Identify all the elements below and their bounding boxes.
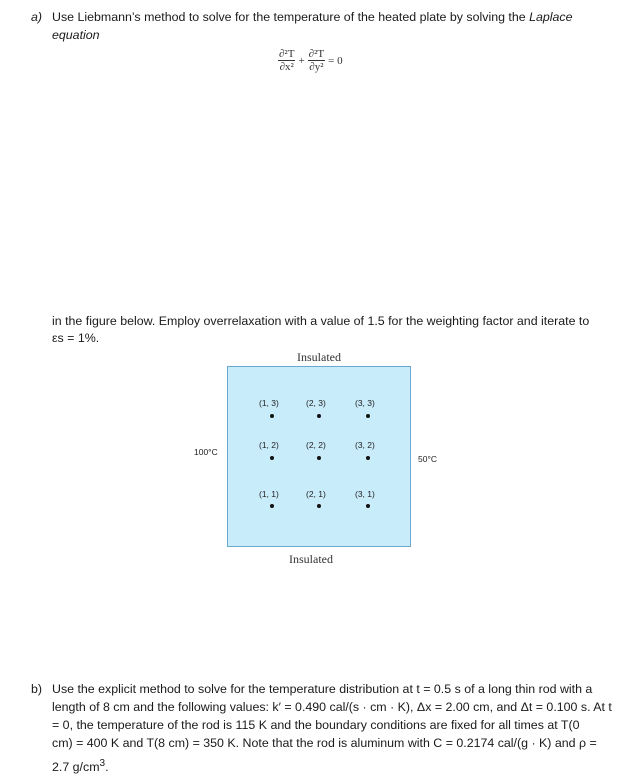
node-1-2-label: (1, 2) [259,440,279,450]
part-b-line3: = 0, the temperature of the rod is 115 K and the boundary conditions are fixed for all times at T(0 [52,718,580,732]
node-1-1-label: (1, 1) [259,489,279,499]
node-2-3-dot [317,414,321,418]
node-2-2-dot [317,456,321,460]
plus-sign: + [298,54,305,67]
part-b-line2: length of 8 cm and the following values: k′ = 0.490 cal/(s · cm · K), Δx = 2.00 cm, and Δt = 0.100 s. At t [52,700,612,714]
node-3-3-label: (3, 3) [355,398,375,408]
left-boundary-temp: 100°C [194,447,218,457]
equals-zero: = 0 [328,54,343,67]
term1-numerator: ∂²T [279,48,295,60]
part-a-line1 [52,8,573,26]
node-2-3-label: (2, 3) [306,398,326,408]
part-a-line2: equation [52,28,100,42]
node-3-2-dot [366,456,370,460]
d2t-dy2-fraction [308,48,325,73]
node-3-1-dot [366,504,370,508]
right-boundary-temp: 50°C [418,454,437,464]
part-a-label: a) [31,10,43,24]
part-b-line1: Use the explicit method to solve for the temperature distribution at t = 0.5 s of a long thin rod with a [52,682,593,696]
part-a-line4: εs = 1%. [52,331,100,345]
part-a-line3: in the figure below. Employ overrelaxation with a value of 1.5 for the weighting factor and iterate to [52,314,590,328]
part-b-line4: cm) = 400 K and T(8 cm) = 350 K. Note that the rod is aluminum with C = 0.2174 cal/(g · K) and ρ = [52,736,597,750]
node-1-3-label: (1, 3) [259,398,279,408]
node-2-1-dot [317,504,321,508]
part-a-line1-text: Use Liebmann’s method to solve for the temperature of the heated plate by solving the [52,10,530,24]
node-2-1-label: (2, 1) [306,489,326,499]
node-1-3-dot [270,414,274,418]
laplace-word: Laplace [529,10,573,24]
top-insulated-label: Insulated [297,350,341,364]
term2-numerator: ∂²T [308,48,325,60]
term2-denominator: ∂y² [309,61,324,73]
node-3-2-label: (3, 2) [355,440,375,450]
final-period: . [105,760,109,775]
node-1-2-dot [270,456,274,460]
d2t-dx2-fraction [278,48,295,73]
node-3-3-dot [366,414,370,418]
part-b-label: b) [31,682,43,696]
bottom-insulated-label: Insulated [289,552,333,566]
laplace-equation [278,48,346,73]
node-3-1-label: (3, 1) [355,489,375,499]
node-1-1-dot [270,504,274,508]
term1-denominator: ∂x² [279,61,294,73]
density-units: 2.7 g/cm [52,760,100,775]
cubic-exponent: 3 [99,758,106,769]
part-b-line5 [52,755,109,776]
node-2-2-label: (2, 2) [306,440,326,450]
